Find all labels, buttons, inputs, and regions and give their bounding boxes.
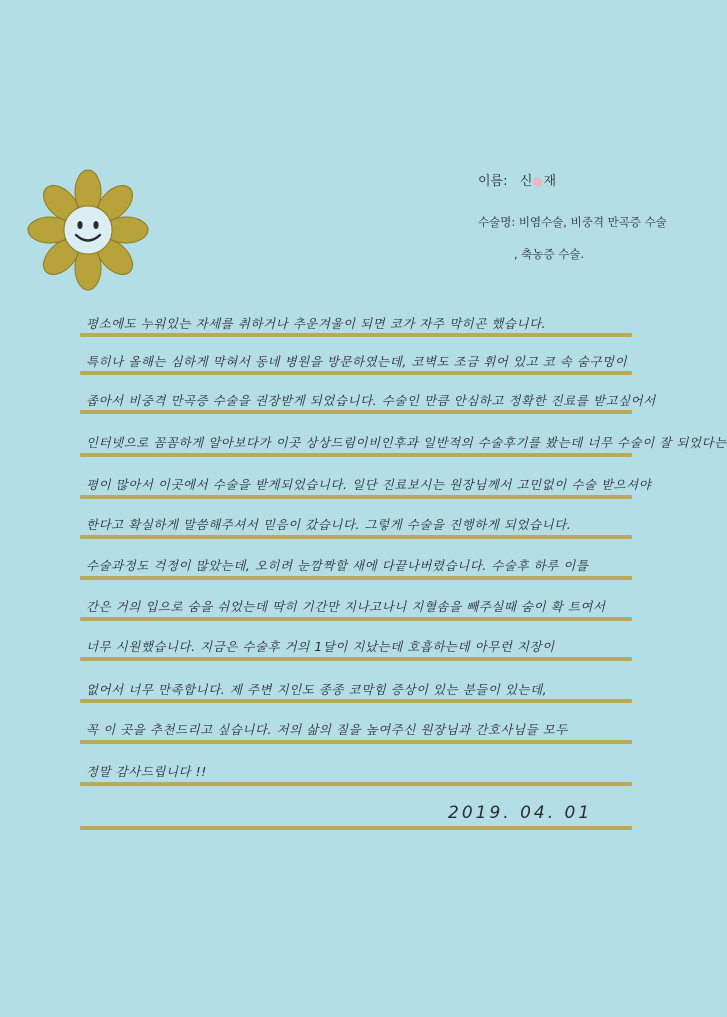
letter-line-9: 너무 시원했습니다. 지금은 수술후 거의 1달이 지났는데 호흡하는데 아무런 지장이	[86, 639, 555, 654]
letter-line-1: 평소에도 누워있는 자세를 취하거나 추운겨울이 되면 코가 자주 막히곤 했습니다.	[86, 316, 547, 331]
letter-date: 2019. 04. 01	[448, 803, 593, 823]
letter-line-10: 없어서 너무 만족합니다. 제 주변 지인도 종종 코막힘 증상이 있는 분들이 있는데,	[86, 682, 548, 697]
ruled-line	[80, 453, 632, 457]
letter-line-2: 특히나 올해는 심하게 막혀서 동네 병원을 방문하였는데, 코벽도 조금 휘어 있고 코 속 숨구멍이	[86, 354, 628, 369]
letter-line-3: 좁아서 비중격 만곡증 수술을 권장받게 되었습니다. 수술인 만큼 안심하고 정확한 진료를 받고싶어서	[86, 393, 656, 408]
name-value-start: 신	[519, 174, 533, 189]
ruled-line	[80, 535, 632, 539]
letter-line-5: 평이 많아서 이곳에서 수술을 받게되었습니다. 일단 진료보시는 원장님께서 고민없이 수술 받으셔야	[86, 477, 652, 492]
ruled-line	[80, 576, 632, 580]
ruled-line	[80, 371, 632, 375]
ruled-line	[80, 740, 632, 744]
procedure-value-line2: , 축농증 수술.	[514, 247, 585, 261]
procedure-label: 수술명:	[478, 215, 516, 229]
letter-line-12: 정말 감사드립니다 !!	[86, 764, 207, 779]
letter-line-8: 간은 거의 입으로 숨을 쉬었는데 딱히 기간만 지나고나니 지혈솜을 빼주실때 숨이 확 트여서	[86, 599, 606, 614]
ruled-line	[80, 410, 632, 414]
ruled-line	[80, 782, 632, 786]
name-redaction-smudge	[533, 177, 542, 187]
ruled-line	[80, 826, 632, 830]
ruled-line	[80, 495, 632, 499]
name-value-end: 재	[543, 174, 557, 189]
name-label: 이름:	[478, 174, 508, 189]
procedure-row	[478, 212, 667, 232]
ruled-line	[80, 657, 632, 661]
ruled-line	[80, 617, 632, 621]
procedure-value-line1: 비염수술, 비중격 만곡증 수술	[518, 215, 667, 229]
letter-line-4: 인터넷으로 꼼꼼하게 알아보다가 이곳 상상드림이비인후과 일반적의 수술후기를 봤는데 너무 수술이 잘 되었다는	[86, 435, 727, 450]
ruled-line	[80, 699, 632, 703]
ruled-line	[80, 333, 632, 337]
letter-line-6: 한다고 확실하게 말씀해주셔서 믿음이 갔습니다. 그렇게 수술을 진행하게 되었습니다.	[86, 517, 572, 532]
letter-line-11: 꼭 이 곳을 추천드리고 싶습니다. 저의 삶의 질을 높여주신 원장님과 간호사님들 모두	[86, 722, 568, 737]
letter-line-7: 수술과정도 걱정이 많았는데, 오히려 눈깜짝할 새에 다끝나버렸습니다. 수술후 하루 이틀	[86, 558, 589, 573]
smiling-flower-icon	[28, 170, 148, 290]
procedure-row-continued	[514, 244, 584, 264]
name-row	[478, 172, 556, 192]
